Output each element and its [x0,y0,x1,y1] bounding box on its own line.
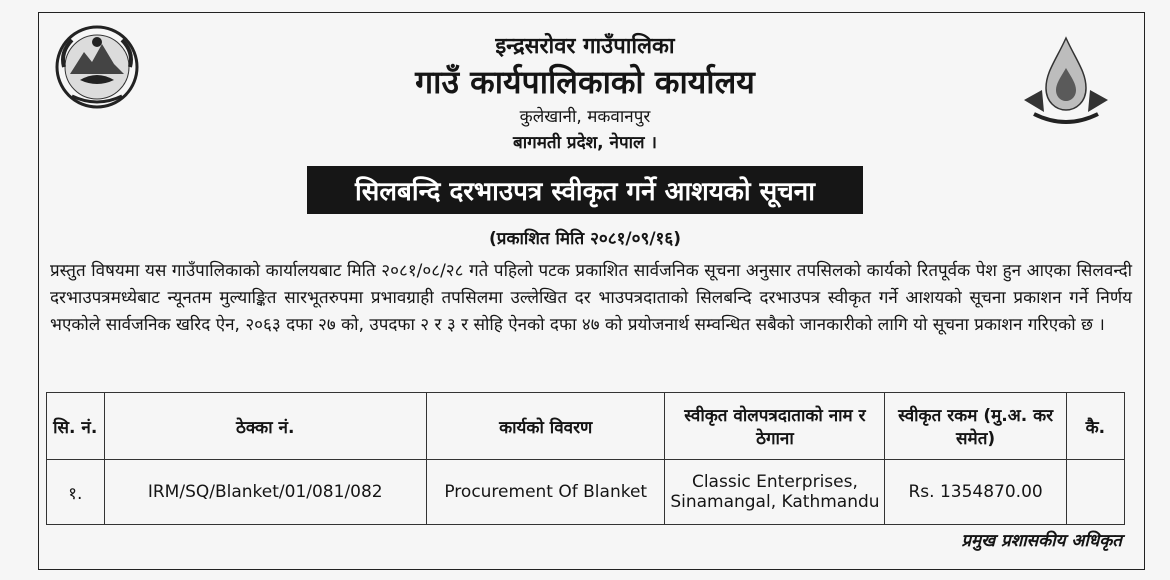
amount-cell: Rs. 1354870.00 [885,460,1066,525]
municipality-name: इन्द्रसरोवर गाउँपालिका [495,34,675,59]
table-header-row [47,393,1125,460]
office-province: बागमती प्रदेश, नेपाल । [513,133,657,153]
table-header: सि. नं. [47,393,105,460]
nepal-emblem-icon [52,22,142,112]
table-header: कार्यको विवरण [426,393,664,460]
bidder-cell: Classic Enterprises, Sinamangal, Kathmandu [665,460,885,525]
office-name: गाउँ कार्यपालिकाको कार्यालय [415,63,755,101]
table-row [47,460,1125,525]
work-description-cell: Procurement Of Blanket [426,460,664,525]
contract-number-cell: IRM/SQ/Blanket/01/081/082 [104,460,426,525]
table-header: स्वीकृत रकम (मु.अ. कर समेत) [885,393,1066,460]
award-table [46,392,1125,525]
notice-body: प्रस्तुत विषयमा यस गाउँपालिकाको कार्यालयबाट मिति २०८१/०८/२८ गते पहिलो पटक प्रकाशित सार्वजनिक सूचना अनुसार तपसिलको कार्यको रितपूर्वक पेश हुन आएका सिलवन्दी दरभाउपत्रमध्येबाट न्यूनतम मुल्याङ्कित सारभूतरुपमा प्रभावग्राही तपसिलमा उल्लेखित दर भाउपत्रदाताको सिलबन्दि दरभाउपत्र स्वीकृत गर्ने आशयको सूचना प्रकाशन गर्ने निर्णय भएकोले सार्वजनिक खरिद ऐन, २०६३ दफा २७ को, उपदफा २ र ३ र सोहि ऐनको दफा ४७ को प्रयोजनार्थ सम्वन्धित सबैको जानकारीको लागि यो सूचना प्रकाशन गरिएको छ । [50,261,1132,335]
table-header: स्वीकृत वोलपत्रदाताको नाम र ठेगाना [665,393,885,460]
serial-cell: १. [47,460,105,525]
signature-title: प्रमुख प्रशासकीय अधिकृत [961,531,1122,551]
table-header: ठेक्का नं. [104,393,426,460]
office-location: कुलेखानी, मकवानपुर [519,107,651,127]
table-header: कै. [1066,393,1124,460]
remarks-cell [1066,460,1124,525]
published-date: (प्रकाशित मिति २०८१/०९/१६) [489,229,681,249]
notice-title: सिलबन्दि दरभाउपत्र स्वीकृत गर्ने आशयको सूचना [307,166,863,214]
water-drop-emblem-icon [1016,30,1116,130]
